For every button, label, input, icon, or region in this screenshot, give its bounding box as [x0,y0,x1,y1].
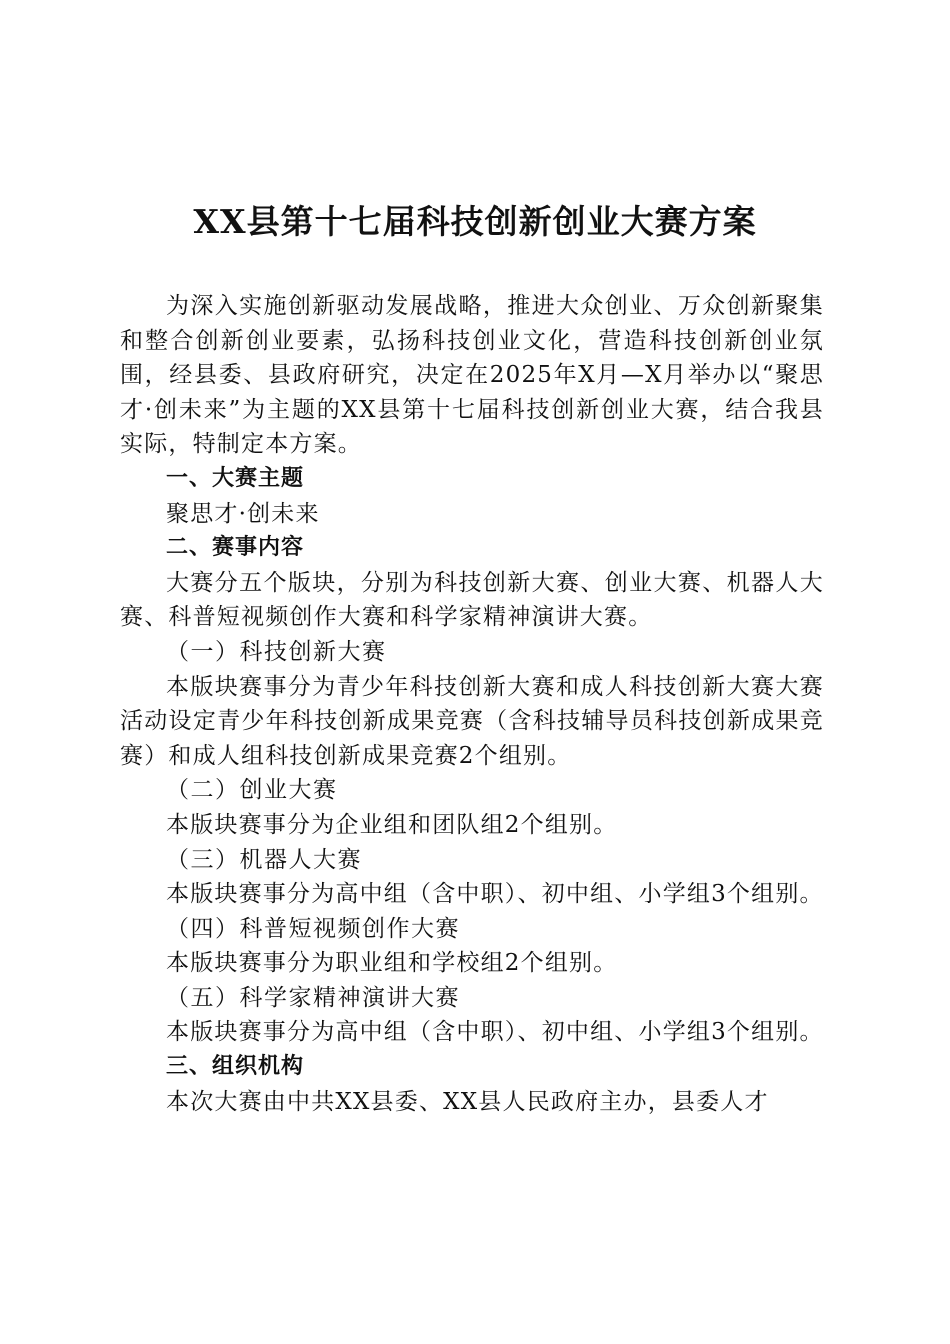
document-title: XX县第十七届科技创新创业大赛方案 [193,202,757,241]
section-heading-organization: 三、组织机构 [166,1054,305,1080]
theme-paragraph: 聚思才·创未来 [166,500,320,527]
intro-paragraph: 为深入实施创新驱动发展战略，推进大众创业、万众创新聚集和整合创新创业要素，弘扬科技创业文化，营造科技创新创业氛围，经县委、县政府研究，决定在2025年X月—X月举办以“聚思才·创未来”为主题的XX县第十七届科技创新创业大赛，结合我县实际，特制定本方案。 [120,293,824,458]
section-heading-content: 二、赛事内容 [166,535,305,561]
subsection-heading-entrepreneurship: （二）创业大赛 [166,777,338,804]
robotics-paragraph: 本版块赛事分为高中组（含中职）、初中组、小学组3个组别。 [166,881,824,908]
subsection-heading-short-video: （四）科普短视频创作大赛 [166,915,460,942]
section-heading-theme: 一、大赛主题 [166,465,305,491]
subsection-heading-tech-innovation: （一）科技创新大赛 [166,638,387,665]
content-paragraph: 大赛分五个版块，分别为科技创新大赛、创业大赛、机器人大赛、科普短视频创作大赛和科学家精神演讲大赛。 [120,569,824,631]
subsection-heading-speech: （五）科学家精神演讲大赛 [166,984,460,1011]
short-video-paragraph: 本版块赛事分为职业组和学校组2个组别。 [166,950,618,977]
organization-paragraph: 本次大赛由中共XX县委、XX县人民政府主办，县委人才 [166,1088,769,1115]
subsection-heading-robotics: （三）机器人大赛 [166,846,362,873]
tech-innovation-paragraph: 本版块赛事分为青少年科技创新大赛和成人科技创新大赛大赛活动设定青少年科技创新成果竞赛（含科技辅导员科技创新成果竞赛）和成人组科技创新成果竞赛2个组别。 [120,673,824,769]
entrepreneurship-paragraph: 本版块赛事分为企业组和团队组2个组别。 [166,811,618,838]
document-body [120,289,824,1119]
speech-paragraph: 本版块赛事分为高中组（含中职）、初中组、小学组3个组别。 [166,1019,824,1046]
